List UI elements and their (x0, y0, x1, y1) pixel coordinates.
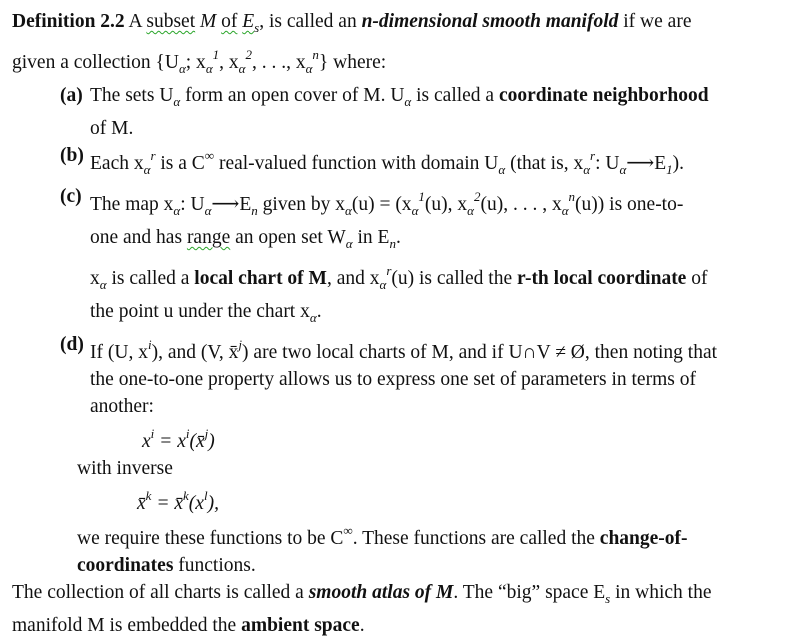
text: , is called an (259, 11, 357, 32)
text: A (128, 11, 142, 32)
coordinate-neighborhood-term: coordinate neighborhood (498, 85, 709, 106)
local-chart-definition: $x_\alpha$ is called a local chart of M, and $x_\alpha^r(u)$ is called the r-th local coordinate of (90, 263, 708, 292)
item-d-line-2: the one-to-one property allows us to express one set of parameters in terms of (90, 369, 696, 390)
item-label: (b) (60, 145, 84, 166)
item-a: (a) The sets $U_\alpha$ form an open cover of M. $U_\alpha$ is called a coordinate neighborhood (12, 82, 788, 115)
item-label: (a) (60, 85, 83, 106)
definition-line-2: given a collection {$U_\alpha$; $x_\alpha^1$, $x_\alpha^2$, . . ., $x_\alpha^n$} where: (12, 47, 387, 76)
local-chart-term: local chart of M (194, 268, 327, 289)
item-d: (d) If (U, $x^i$), and (V, x̄$^j$) are two local charts of M, and if U∩V ≠ Ø, then noting that (12, 331, 788, 366)
require-line: we require these functions to be C∞. These functions are called the change-of- (77, 523, 688, 549)
change-of-term: change-of- (599, 528, 688, 549)
require-line-2: coordinates functions. (77, 555, 256, 576)
subset-word: subset (146, 11, 196, 32)
item-c-cont: one and has range an open set $W_\alpha$ in $E_n$. (90, 227, 401, 251)
ambient-space-term: ambient space (241, 615, 360, 636)
local-coordinate-term: r-th local coordinate (517, 268, 687, 289)
closing-paragraph-line-2: manifold M is embedded the ambient space. (12, 615, 365, 636)
of-word: of (221, 11, 238, 32)
item-b: (b) Each $x_\alpha^r$ is a C∞ real-valued function with domain $U_\alpha$ (that is, $x_\alpha^r$: $U_\alpha⟶E_1$). (12, 142, 788, 183)
range-word: range (186, 227, 231, 248)
item-label: (c) (60, 186, 82, 207)
with-inverse: with inverse (77, 458, 173, 479)
item-a-cont: of M. (90, 118, 134, 139)
item-c: (c) The map $x_\alpha$: $U_\alpha⟶E_n$ given by $x_\alpha(u) = (x_\alpha^1(u)$, $x_\alpha^2(u)$, . . . , $x_\alpha^n(u)$) is one-to- (12, 183, 788, 224)
space-e: $E_s$ (242, 11, 260, 35)
definition-heading: Definition 2.2 (12, 11, 125, 32)
definition-intro (12, 8, 788, 41)
closing-paragraph: The collection of all charts is called a smooth atlas of M. The “big” space $E_s$ in which the (12, 582, 712, 606)
text: M (200, 11, 217, 32)
manifold-term: n-dimensional smooth manifold (361, 11, 619, 32)
smooth-atlas-term: smooth atlas of M (308, 582, 454, 603)
formula-forward: $x^i$ = $x^i(x̄^j)$ (142, 426, 215, 452)
formula-inverse: x̄$^k$ = $x̄^k(x^l)$, (137, 488, 219, 514)
text: if we are (623, 11, 692, 32)
coordinates-term: coordinates (77, 555, 174, 576)
item-label: (d) (60, 334, 84, 355)
local-chart-definition-cont: the point u under the chart $x_\alpha$. (90, 301, 322, 325)
item-d-line-3: another: (90, 396, 154, 417)
